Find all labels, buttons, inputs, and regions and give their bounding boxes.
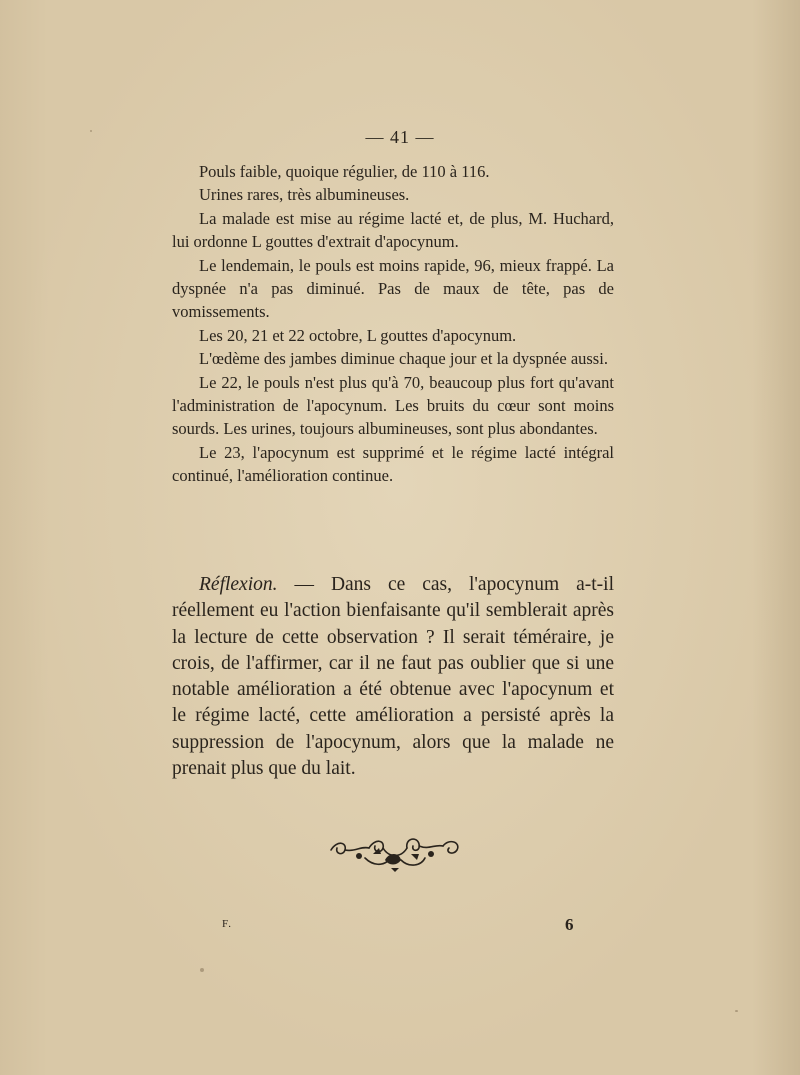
paragraph: L'œdème des jambes diminue chaque jour et la dyspnée aussi. <box>199 349 608 369</box>
paper-speck <box>90 130 92 132</box>
page-number: — 41 — <box>365 127 435 147</box>
paper-speck <box>735 1010 738 1012</box>
reflexion-body: — Dans ce cas, l'apocynum a-t-il réellement eu l'action bienfaisante qu'il semblerait après la lecture de cette observation ? Il serait téméraire, je crois, de l'affirmer, car il ne faut pas oublier que si une notable amélioration a été obtenue avec l'apocynum et le régime lacté, cette amélioration a persisté après la suppression de l'apocynum, alors que la malade ne prenait plus que du lait. <box>172 574 614 780</box>
paragraph: Les 20, 21 et 22 octobre, L gouttes d'apocynum. <box>199 325 517 345</box>
floral-vignette-icon <box>325 832 465 872</box>
paragraph: Urines rares, très albumineuses. <box>199 185 410 205</box>
signature-mark: F. <box>222 918 232 930</box>
reflexion-lead: Réflexion. <box>199 574 278 595</box>
sheet-number: 6 <box>565 915 574 934</box>
paragraph: Le 22, le pouls n'est plus qu'à 70, beaucoup plus fort qu'avant l'administration de l'apocynum. Les bruits du cœur sont moins sourds. Les urines, toujours albumineuses, sont plus abondantes. <box>172 372 614 439</box>
paragraph: La malade est mise au régime lacté et, de plus, M. Huchard, lui ordonne L gouttes d'extrait d'apocynum. <box>172 208 614 252</box>
paper-speck <box>200 968 204 972</box>
paragraph: Le 23, l'apocynum est supprimé et le régime lacté intégral continué, l'amélioration continue. <box>172 442 614 486</box>
observation-text <box>172 160 614 488</box>
paragraph: Le lendemain, le pouls est moins rapide, 96, mieux frappé. La dyspnée n'a pas diminué. Pas de maux de tête, pas de vomissements. <box>172 255 614 322</box>
reflexion-paragraph <box>172 572 614 782</box>
paragraph: Pouls faible, quoique régulier, de 110 à 116. <box>199 162 490 181</box>
